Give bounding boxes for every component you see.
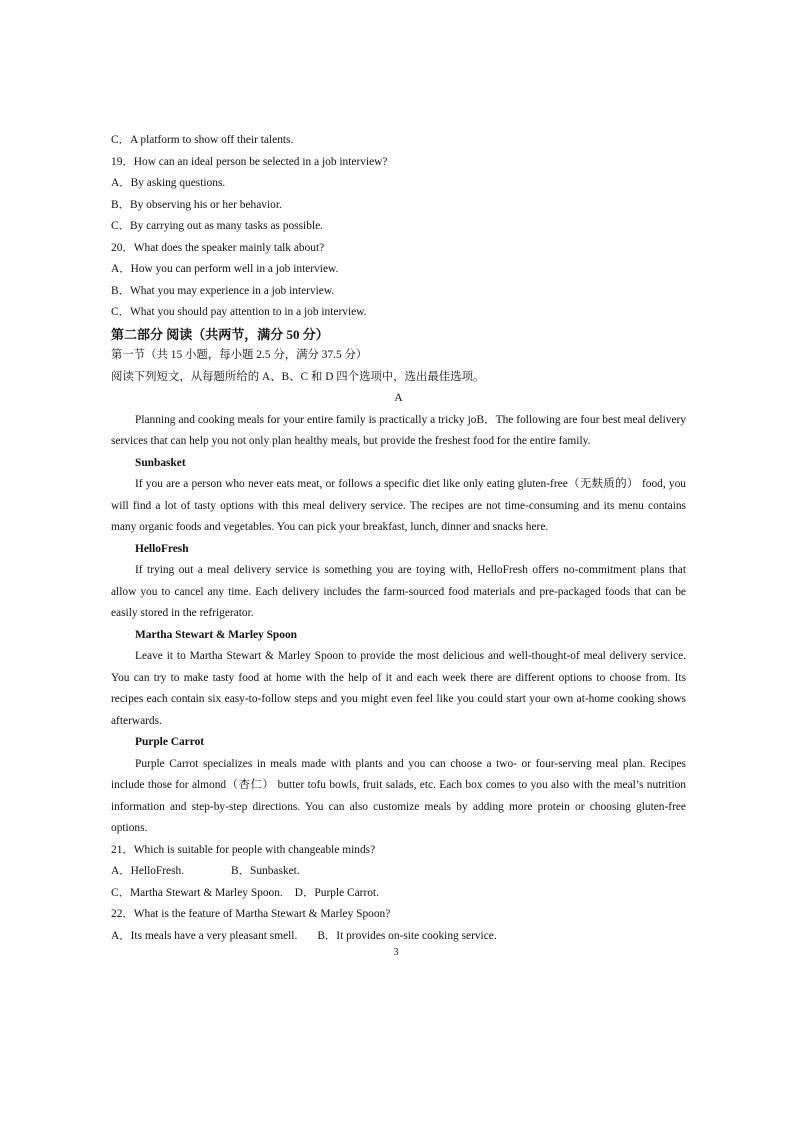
service-text-hellofresh: If trying out a meal delivery service is something you are toying with, HelloFresh offers no-commitment plans that allow you to cancel any time. Each delivery includes the farm-sourced food materials and pre-packaged foods that can be easily stored in the refrigerator. — [111, 564, 686, 619]
q19-option-b: B．By observing his or her behavior. — [111, 198, 282, 211]
page-number: 3 — [393, 947, 399, 958]
q22-option-b: B．It provides on-site cooking service. — [317, 929, 497, 942]
q21-option-c: C．Martha Stewart & Marley Spoon. — [111, 886, 283, 899]
page-content — [111, 130, 686, 947]
q22-stem: 22．What is the feature of Martha Stewart & Marley Spoon? — [111, 908, 391, 920]
reading-instruction: 阅读下列短文，从每题所给的 A、B、C 和 D 四个选项中，选出最佳选项。 — [111, 370, 485, 383]
q21-stem: 21．Which is suitable for people with changeable minds? — [111, 843, 376, 856]
q18-option-c: C．A platform to show off their talents. — [111, 134, 294, 146]
q21-options-row2 — [111, 883, 686, 905]
q22-options-row1 — [111, 926, 686, 948]
q20-stem: 20．What does the speaker mainly talk about? — [111, 241, 325, 254]
passage-label: A — [394, 392, 403, 404]
q19-option-c: C．By carrying out as many tasks as possible. — [111, 220, 323, 232]
q19-stem: 19．How can an ideal person be selected in a job interview? — [111, 155, 388, 168]
q21-options-row1 — [111, 861, 686, 883]
q21-option-a: A．HelloFresh. — [111, 865, 185, 877]
q21-option-d: D．Purple Carrot. — [294, 886, 379, 899]
q20-option-b: B．What you may experience in a job interview. — [111, 284, 335, 297]
service-text-purple-carrot: Purple Carrot specializes in meals made with plants and you can choose a two- or four-serving meal plan. Recipes include those for almond（杏仁） butter tofu bowls, fruit salads, etc. Each box comes to you also with the meal’s nutrition information and step-by-step directions. You can also customize meals by adding more protein or choosing gluten-free options. — [111, 757, 686, 834]
q22-option-a: A．Its meals have a very pleasant smell. — [111, 929, 298, 942]
service-text-martha-stewart: Leave it to Martha Stewart & Marley Spoon to provide the most delicious and well-thought-of meal delivery service. You can try to make tasty food at home with the help of it and each week there are different options to choose from. Its recipes each contain six easy-to-follow steps and you might even feel like you could start your own at-home cooking shows afterwards. — [111, 650, 686, 727]
part2-title: 第二部分 阅读（共两节，满分 50 分） — [111, 326, 329, 342]
service-heading-purple-carrot: Purple Carrot — [135, 736, 205, 748]
service-heading-hellofresh: HelloFresh — [135, 542, 189, 555]
section1-heading: 第一节（共 15 小题，每小题 2.5 分，满分 37.5 分） — [111, 349, 368, 361]
service-heading-sunbasket: Sunbasket — [135, 456, 186, 469]
q21-option-b: B．Sunbasket. — [231, 865, 300, 877]
q20-option-c: C．What you should pay attention to in a job interview. — [111, 306, 367, 318]
q20-option-a: A．How you can perform well in a job interview. — [111, 263, 339, 275]
service-heading-martha-stewart: Martha Stewart & Marley Spoon — [135, 628, 297, 641]
q19-option-a: A．By asking questions. — [111, 177, 226, 189]
passage-intro: Planning and cooking meals for your entire family is practically a tricky joB．The following are four best meal delivery services that can help you not only plan healthy meals, but provide the freshest food for the entire family. — [111, 413, 686, 447]
service-text-sunbasket: If you are a person who never eats meat, or follows a specific diet like only eating gluten-free（无麸质的） food, you will find a lot of tasty options with this meal delivery service. The recipes are not time-consuming and its menu contains many organic foods and vegetables. You can pick your breakfast, lunch, dinner and snacks here. — [111, 478, 686, 533]
